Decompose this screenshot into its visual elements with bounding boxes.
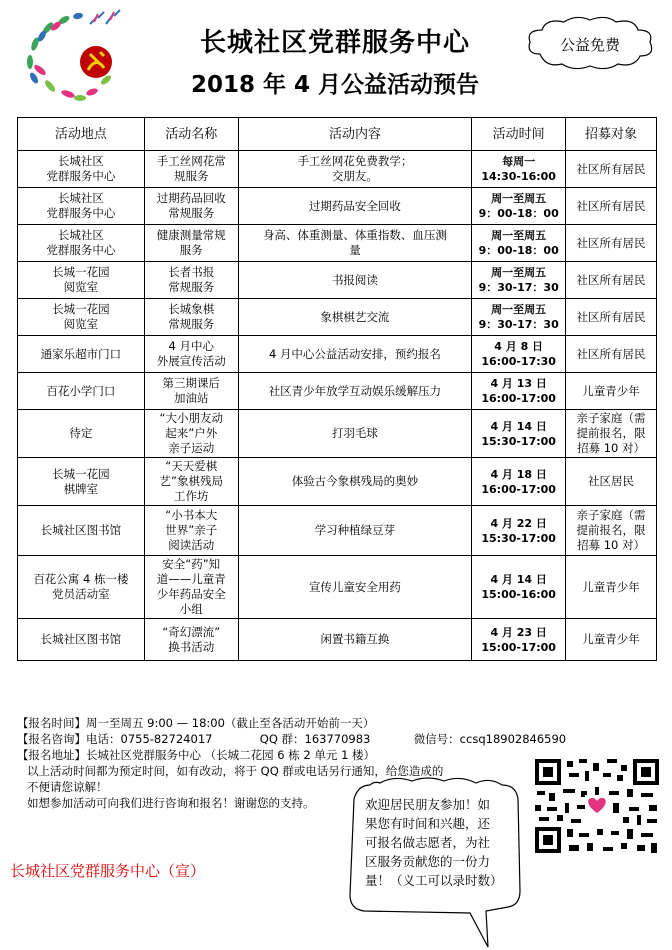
cell-activity-name: 健康测量常规 服务	[144, 225, 238, 262]
cell-time: 每周一 14:30-16:00	[472, 151, 566, 188]
cell-time: 4 月 14 日 15:30-17:00	[472, 410, 566, 458]
cell-time: 4 月 18 日 16:00-17:00	[472, 458, 566, 506]
free-badge	[520, 14, 660, 72]
cell-target: 社区所有居民	[566, 299, 657, 336]
footer-signature: 长城社区党群服务中心（宣）	[10, 862, 206, 880]
cell-activity-name: “天天爱棋 艺”象棋残局 工作坊	[144, 458, 238, 506]
cell-time: 周一至周五 9：30-17：30	[472, 262, 566, 299]
cell-time: 周一至周五 9：30-17：30	[472, 299, 566, 336]
cell-content: 象棋棋艺交流	[238, 299, 472, 336]
cell-target: 儿童青少年	[566, 556, 657, 619]
cell-place: 待定	[18, 410, 145, 458]
cell-content: 书报阅读	[238, 262, 472, 299]
cell-content: 闲置书籍互换	[238, 619, 472, 661]
table-row	[18, 336, 657, 373]
cell-content: 身高、体重测量、体重指数、血压测 量	[238, 225, 472, 262]
cell-place: 百花公寓 4 栋一楼 党员活动室	[18, 556, 145, 619]
cell-place: 长城社区 党群服务中心	[18, 151, 145, 188]
table-row	[18, 619, 657, 661]
table-row	[18, 556, 657, 619]
page-title: 长城社区党群服务中心	[199, 28, 470, 58]
cell-content: 学习种植绿豆芽	[238, 506, 472, 556]
cell-place: 长城一花园 阅览室	[18, 299, 145, 336]
cell-time: 4 月 14 日 15:00-16:00	[472, 556, 566, 619]
cell-place: 长城社区 党群服务中心	[18, 188, 145, 225]
cell-time: 4 月 23 日 15:00-17:00	[472, 619, 566, 661]
cell-time: 4 月 8 日 16:00-17:30	[472, 336, 566, 373]
table-row	[18, 458, 657, 506]
table-row	[18, 262, 657, 299]
cell-time: 周一至周五 9：00-18：00	[472, 225, 566, 262]
cell-activity-name: 长城象棋 常规服务	[144, 299, 238, 336]
message-line: 区服务贡献您的一份力	[365, 854, 491, 869]
cell-target: 社区所有居民	[566, 225, 657, 262]
schedule-note: 以上活动时间都为预定时间，如有改动，将于 QQ 群或电话另行通知，给您造成的	[27, 764, 444, 778]
cell-activity-name: “奇幻漂流” 换书活动	[144, 619, 238, 661]
table-row	[18, 151, 657, 188]
cell-content: 打羽毛球	[238, 410, 472, 458]
table-row	[18, 225, 657, 262]
cell-target: 儿童青少年	[566, 619, 657, 661]
message-line: 欢迎居民朋友参加！如	[365, 797, 491, 812]
cell-target: 社区所有居民	[566, 188, 657, 225]
table-row	[18, 410, 657, 458]
column-header: 活动地点	[18, 118, 145, 151]
table-row	[18, 506, 657, 556]
cell-place: 长城一花园 阅览室	[18, 262, 145, 299]
table-row	[18, 188, 657, 225]
volunteer-message	[365, 795, 520, 890]
table-row	[18, 299, 657, 336]
cell-place: 百花小学门口	[18, 373, 145, 410]
table-row	[18, 373, 657, 410]
cell-activity-name: 长者书报 常规服务	[144, 262, 238, 299]
cell-activity-name: 手工丝网花常 规服务	[144, 151, 238, 188]
page-subtitle: 2018 年 4 月公益活动预告	[190, 72, 480, 98]
column-header: 活动内容	[238, 118, 472, 151]
cell-target: 亲子家庭（需 提前报名，限 招募 10 对）	[566, 410, 657, 458]
table-header-row	[18, 118, 657, 151]
cell-time: 4 月 13 日 16:00-17:00	[472, 373, 566, 410]
cell-content: 体验古今象棋残局的奥妙	[238, 458, 472, 506]
qq-group-text: QQ 群：163770983	[259, 732, 371, 746]
schedule-note-cont: 不便请您谅解！	[27, 780, 108, 794]
cell-activity-name: “小书本大 世界”亲子 阅读活动	[144, 506, 238, 556]
cell-activity-name: 安全“药”知 道——儿童青 少年药品安全 小组	[144, 556, 238, 619]
community-logo-icon	[20, 6, 140, 110]
free-badge-label: 公益免费	[559, 36, 620, 54]
cell-target: 亲子家庭（需 提前报名，限 招募 10 对）	[566, 506, 657, 556]
cell-place: 通家乐超市门口	[18, 336, 145, 373]
registration-contact	[17, 731, 657, 747]
cell-place: 长城社区图书馆	[18, 506, 145, 556]
cell-content: 宣传儿童安全用药	[238, 556, 472, 619]
cell-target: 社区居民	[566, 458, 657, 506]
cell-place: 长城一花园 棋牌室	[18, 458, 145, 506]
registration-address: 【报名地址】长城社区党群服务中心 （长城二花园 6 栋 2 单元 1 楼）	[17, 748, 376, 762]
cell-activity-name: “大小朋友动 起来”户外 亲子运动	[144, 410, 238, 458]
column-header: 活动时间	[472, 118, 566, 151]
cell-target: 社区所有居民	[566, 151, 657, 188]
cell-content: 社区青少年放学互动娱乐缓解压力	[238, 373, 472, 410]
thanks-note: 如想参加活动可向我们进行咨询和报名！谢谢您的支持。	[27, 796, 315, 810]
activity-table	[17, 117, 657, 661]
cell-target: 社区所有居民	[566, 336, 657, 373]
message-line: 量！（义工可以录时数）	[365, 873, 503, 888]
cell-target: 儿童青少年	[566, 373, 657, 410]
column-header: 招募对象	[566, 118, 657, 151]
cell-place: 长城社区 党群服务中心	[18, 225, 145, 262]
cell-activity-name: 第三期课后 加油站	[144, 373, 238, 410]
message-line: 果您有时间和兴趣，还	[365, 816, 491, 831]
cell-activity-name: 4 月中心 外展宣传活动	[144, 336, 238, 373]
registration-time: 【报名时间】周一至周五 9:00 — 18:00（截止至各活动开始前一天）	[17, 716, 375, 730]
cell-activity-name: 过期药品回收 常规服务	[144, 188, 238, 225]
cell-target: 社区所有居民	[566, 262, 657, 299]
cell-content: 手工丝网花免费教学； 交朋友。	[238, 151, 472, 188]
wechat-text: 微信号：ccsq18902846590	[413, 732, 567, 746]
cell-content: 4 月中心公益活动安排，预约报名	[238, 336, 472, 373]
qr-code-icon	[533, 757, 661, 855]
cell-time: 4 月 22 日 15:30-17:00	[472, 506, 566, 556]
column-header: 活动名称	[144, 118, 238, 151]
cell-content: 过期药品安全回收	[238, 188, 472, 225]
phone-text: 【报名咨询】电话：0755-82724017	[17, 732, 213, 746]
cell-time: 周一至周五 9：00-18：00	[472, 188, 566, 225]
message-line: 可报名做志愿者，为社	[365, 835, 491, 850]
cell-place: 长城社区图书馆	[18, 619, 145, 661]
